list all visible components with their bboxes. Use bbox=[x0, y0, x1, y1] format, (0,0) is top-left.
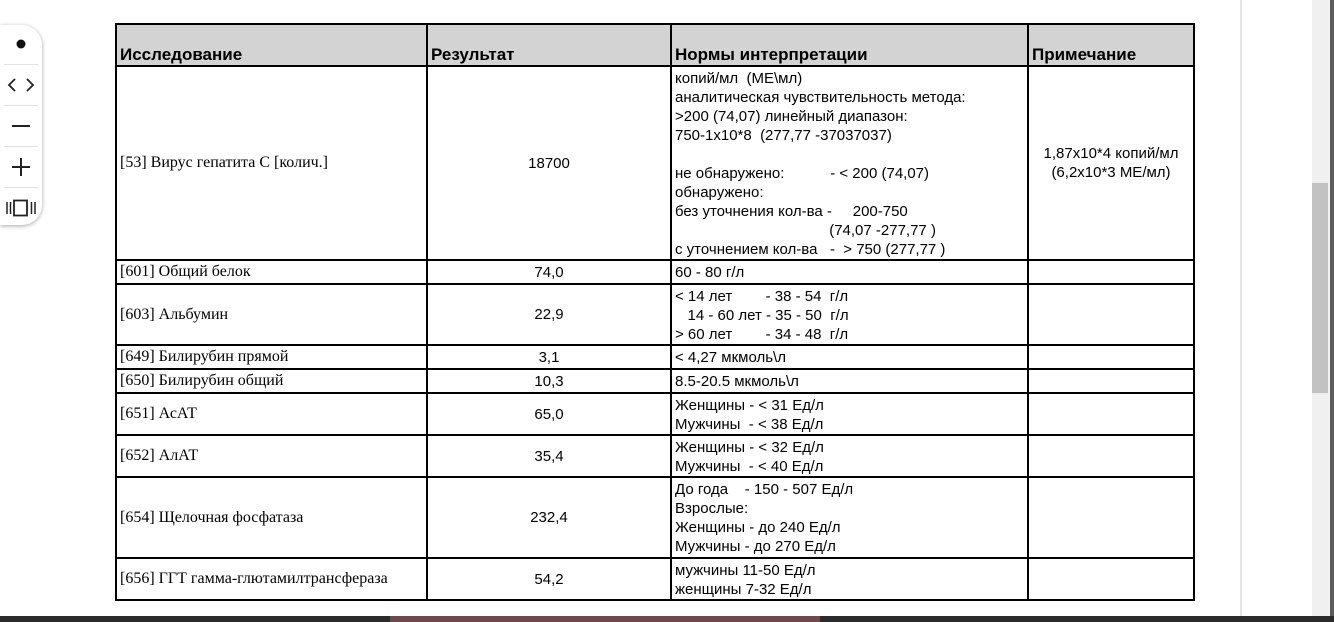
norm-line: 8.5-20.5 мкмоль\л bbox=[675, 373, 799, 390]
norm-line: женщины 7-32 Ед/л bbox=[675, 581, 812, 598]
norm-line: < 14 лет - 38 - 54 г/л bbox=[675, 288, 849, 305]
page-view-icon bbox=[6, 199, 36, 217]
norm-line: < 4,27 мкмоль\л bbox=[675, 349, 786, 366]
cell-norms bbox=[671, 66, 1028, 260]
norm-line: Мужчины - < 38 Ед/л bbox=[675, 416, 824, 433]
cell-norms bbox=[671, 435, 1028, 477]
cell-norms bbox=[671, 345, 1028, 369]
table-row bbox=[116, 260, 1194, 284]
norm-line: Женщины - < 32 Ед/л bbox=[675, 439, 824, 456]
table-row bbox=[116, 393, 1194, 435]
norm-line: Женщины - до 240 Ед/л bbox=[675, 519, 841, 536]
table-row bbox=[116, 345, 1194, 369]
norm-line: обнаружено: bbox=[675, 184, 764, 201]
cell-result: 10,3 bbox=[427, 369, 671, 393]
norm-line: (74,07 -277,77 ) bbox=[675, 222, 936, 239]
norm-line: аналитическая чувствительность метода: bbox=[675, 89, 966, 106]
cell-result: 18700 bbox=[427, 66, 671, 260]
cell-test: [656] ГГТ гамма-глютамилтрансфераза bbox=[116, 558, 427, 600]
bottom-accent bbox=[390, 616, 820, 622]
prev-next-button[interactable] bbox=[0, 67, 42, 103]
cell-result: 232,4 bbox=[427, 477, 671, 558]
cell-norms bbox=[671, 393, 1028, 435]
table-header-row bbox=[116, 24, 1194, 66]
cell-note bbox=[1028, 435, 1194, 477]
cell-result: 22,9 bbox=[427, 284, 671, 345]
header-norms: Нормы интерпретации bbox=[671, 24, 1028, 66]
toolbar-divider bbox=[4, 105, 38, 106]
norm-line: Мужчины - < 40 Ед/л bbox=[675, 458, 824, 475]
norm-line: Мужчины - до 270 Ед/л bbox=[675, 538, 836, 555]
cell-note bbox=[1028, 66, 1194, 260]
cell-norms bbox=[671, 284, 1028, 345]
cell-note bbox=[1028, 345, 1194, 369]
norm-line: копий/мл (МЕ\мл) bbox=[675, 70, 803, 87]
norm-line: 60 - 80 г/л bbox=[675, 264, 745, 281]
table-row bbox=[116, 66, 1194, 260]
cell-test: [53] Вирус гепатита С [колич.] bbox=[116, 66, 427, 260]
page-edge bbox=[1240, 0, 1242, 616]
note-line: (6,2x10*3 МЕ/мл) bbox=[1051, 164, 1171, 181]
zoom-out-button[interactable] bbox=[0, 108, 42, 144]
cell-test: [651] АсАТ bbox=[116, 393, 427, 435]
cell-result: 3,1 bbox=[427, 345, 671, 369]
norm-line: 14 - 60 лет - 35 - 50 г/л bbox=[675, 307, 849, 324]
table-row bbox=[116, 435, 1194, 477]
cell-norms bbox=[671, 477, 1028, 558]
header-note: Примечание bbox=[1028, 24, 1194, 66]
cell-note bbox=[1028, 558, 1194, 600]
toolbar-divider bbox=[4, 146, 38, 147]
toolbar-divider bbox=[4, 187, 38, 188]
zoom-out-icon bbox=[11, 116, 31, 136]
norm-line: 750-1x10*8 (277,77 -37037037) bbox=[675, 127, 892, 144]
cell-note bbox=[1028, 284, 1194, 345]
zoom-in-button[interactable] bbox=[0, 149, 42, 185]
norm-line: с уточнением кол-ва - > 750 (277,77 ) bbox=[675, 241, 946, 258]
cell-result: 54,2 bbox=[427, 558, 671, 600]
cell-norms bbox=[671, 369, 1028, 393]
header-result: Результат bbox=[427, 24, 671, 66]
cell-result: 74,0 bbox=[427, 260, 671, 284]
scrollbar-thumb[interactable] bbox=[1312, 183, 1328, 393]
cell-test: [652] АлАТ bbox=[116, 435, 427, 477]
norm-line: Женщины - < 31 Ед/л bbox=[675, 397, 824, 414]
cell-test: [601] Общий белок bbox=[116, 260, 427, 284]
note-line: 1,87x10*4 копий/мл bbox=[1043, 145, 1179, 162]
table-row bbox=[116, 477, 1194, 558]
cell-note bbox=[1028, 260, 1194, 284]
page-view-button[interactable] bbox=[0, 190, 42, 226]
header-test: Исследование bbox=[116, 24, 427, 66]
zoom-in-icon bbox=[11, 157, 31, 177]
cell-test: [654] Щелочная фосфатаза bbox=[116, 477, 427, 558]
cell-norms bbox=[671, 260, 1028, 284]
norm-line: мужчины 11-50 Ед/л bbox=[675, 562, 816, 579]
cell-test: [603] Альбумин bbox=[116, 284, 427, 345]
cell-result: 35,4 bbox=[427, 435, 671, 477]
viewer-toolbar bbox=[0, 25, 42, 225]
dot-icon bbox=[15, 38, 27, 50]
norm-line: > 60 лет - 34 - 48 г/л bbox=[675, 326, 849, 343]
cell-norms bbox=[671, 558, 1028, 600]
norm-line: До года - 150 - 507 Ед/л bbox=[675, 481, 854, 498]
cell-note bbox=[1028, 369, 1194, 393]
cell-note bbox=[1028, 477, 1194, 558]
norm-line bbox=[675, 145, 1024, 164]
cell-result: 65,0 bbox=[427, 393, 671, 435]
table-row bbox=[116, 558, 1194, 600]
norm-line: Взрослые: bbox=[675, 500, 749, 517]
toolbar-divider bbox=[4, 64, 38, 65]
cell-test: [649] Билирубин прямой bbox=[116, 345, 427, 369]
bottom-strip bbox=[0, 616, 1334, 622]
lab-results-table bbox=[115, 23, 1195, 601]
table-row bbox=[116, 369, 1194, 393]
table-row bbox=[116, 284, 1194, 345]
prev-next-icon bbox=[6, 76, 36, 94]
cell-test: [650] Билирубин общий bbox=[116, 369, 427, 393]
norm-line: >200 (74,07) линейный диапазон: bbox=[675, 108, 908, 125]
cell-note bbox=[1028, 393, 1194, 435]
norm-line: без уточнения кол-ва - 200-750 bbox=[675, 203, 908, 220]
norm-line: не обнаружено: - < 200 (74,07) bbox=[675, 165, 930, 182]
dot-tool-button[interactable] bbox=[0, 26, 42, 62]
